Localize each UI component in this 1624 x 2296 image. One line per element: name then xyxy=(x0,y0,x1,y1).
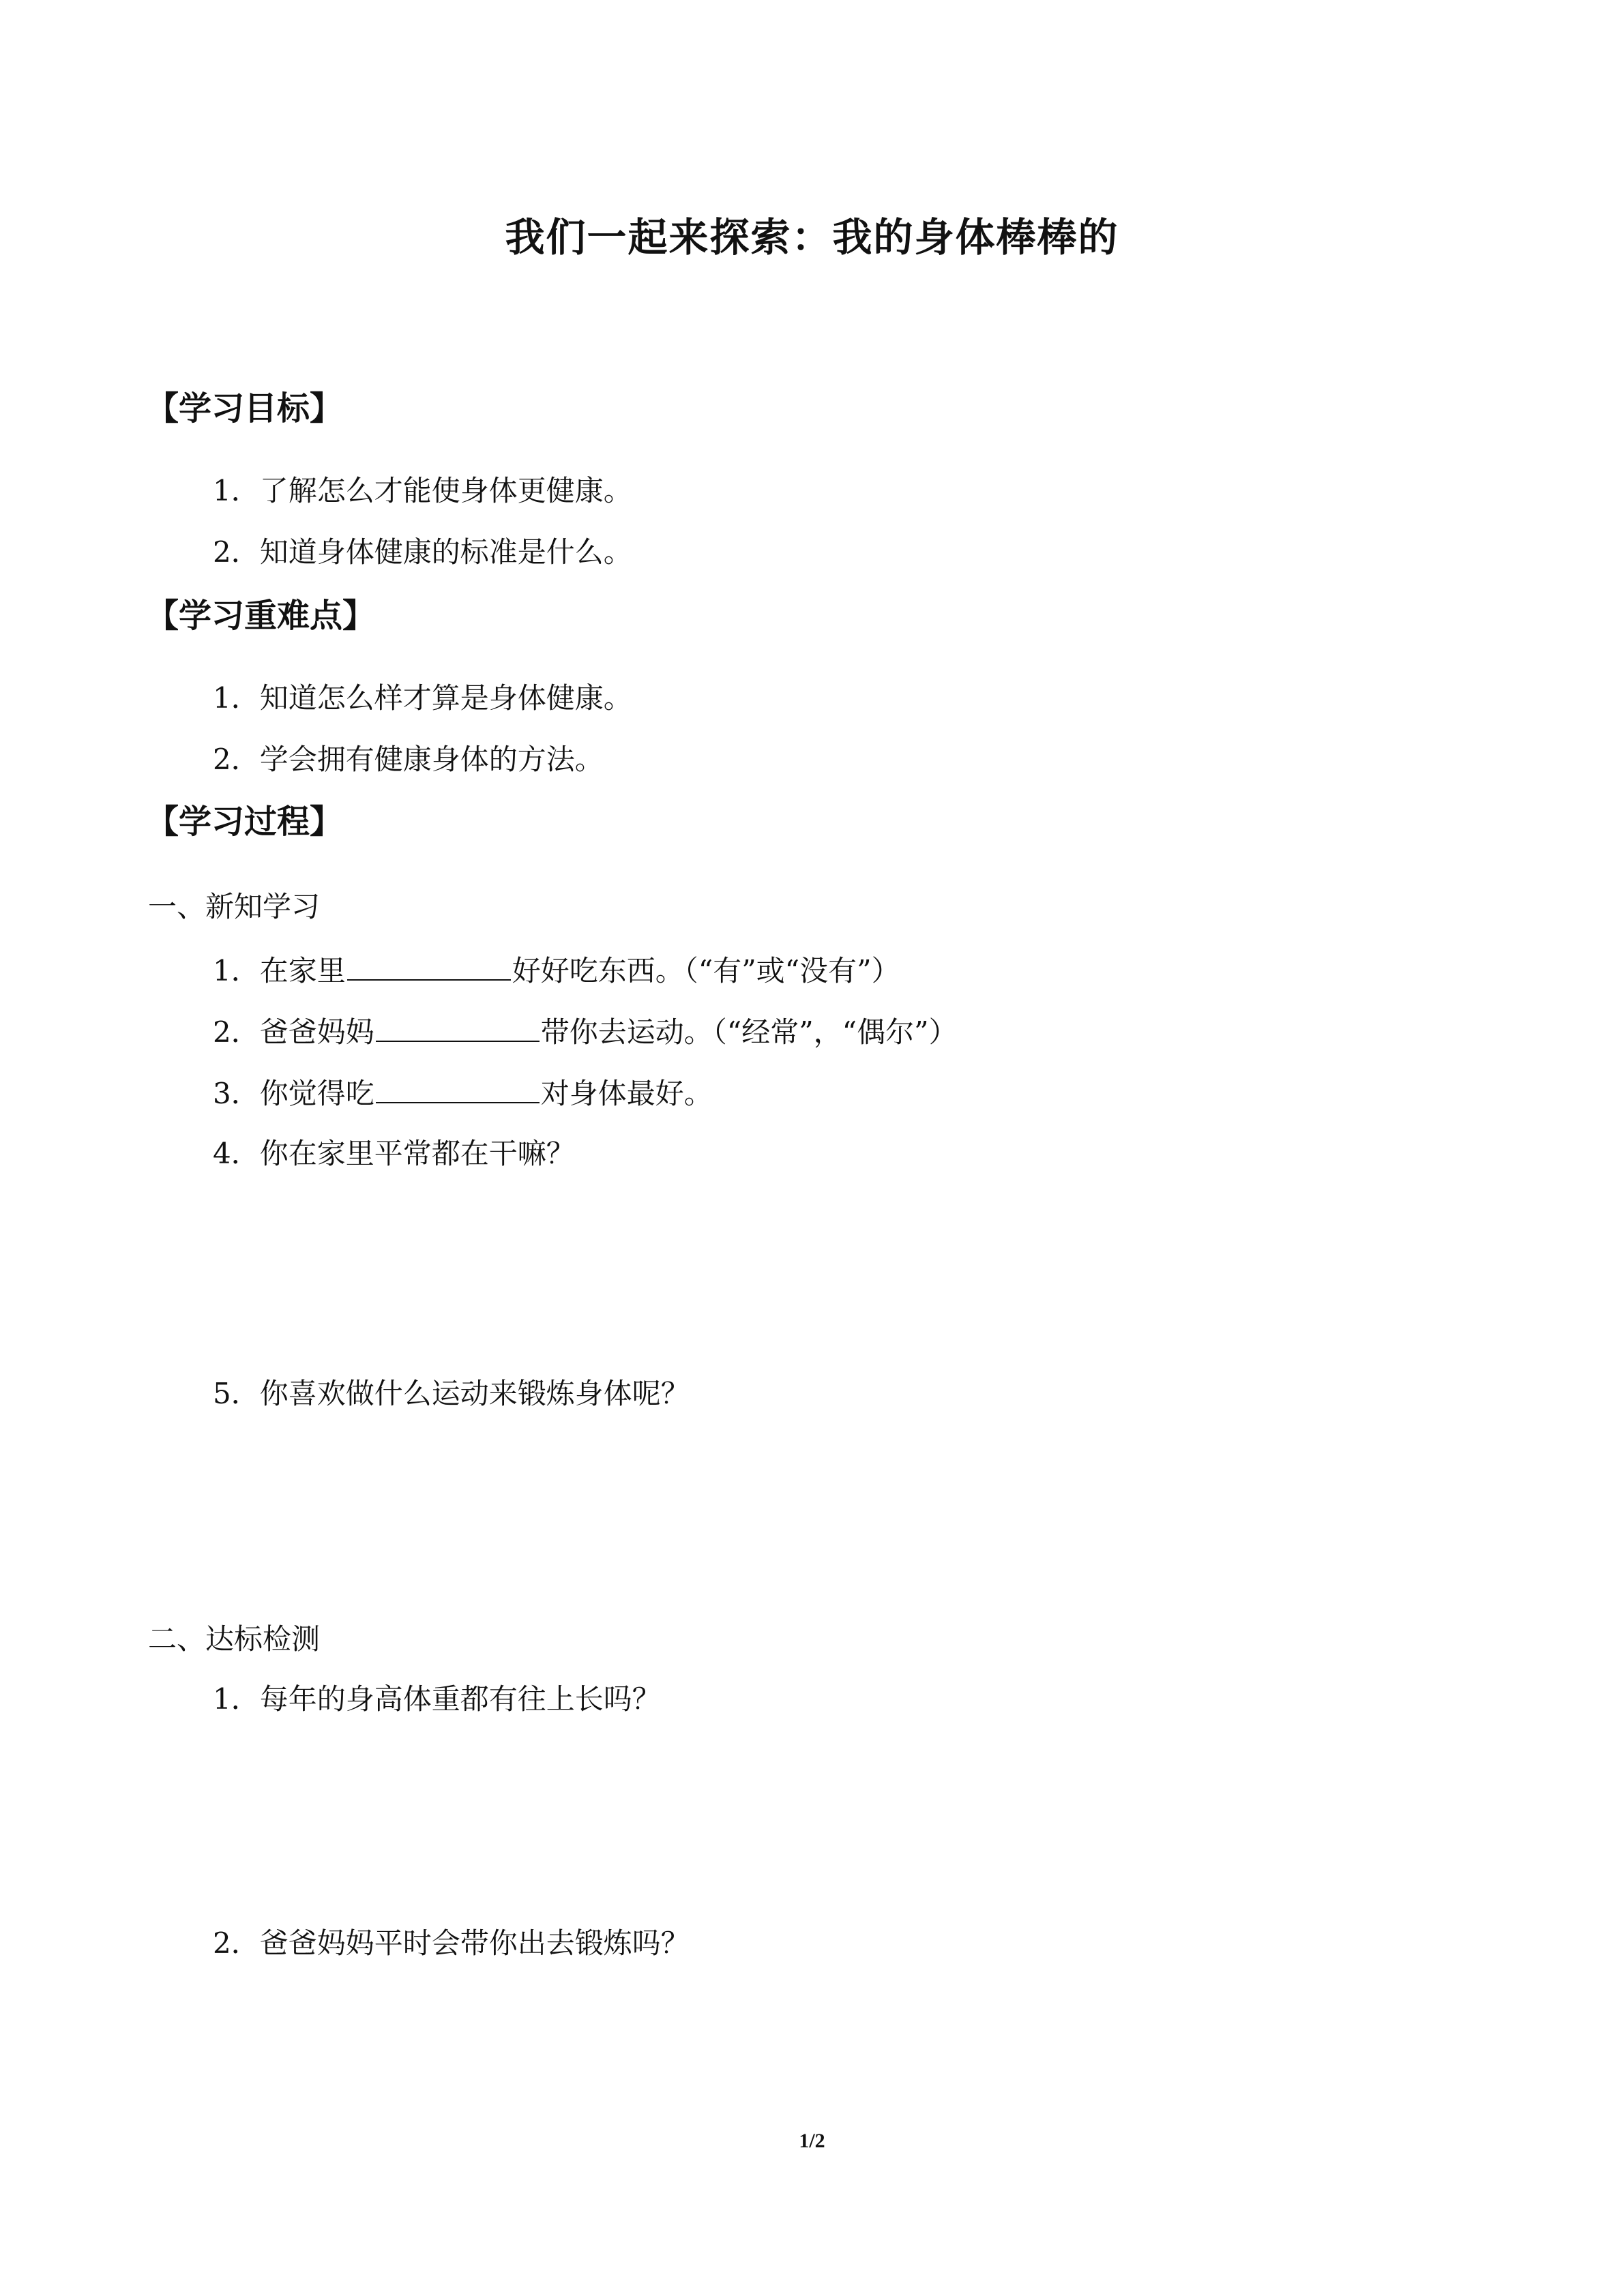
question-3-before: 3．你觉得吃 xyxy=(213,1077,374,1110)
section-heading-goals: 【学习目标】 xyxy=(146,389,343,428)
question-1 xyxy=(213,949,900,992)
check-question-2: 2．爸爸妈妈平时会带你出去锻炼吗？ xyxy=(213,1926,690,1960)
goal-item-1: 1．了解怎么才能使身体更健康。 xyxy=(213,474,632,507)
answer-blank-3[interactable] xyxy=(376,1072,540,1103)
question-3 xyxy=(213,1072,713,1114)
answer-blank-2[interactable] xyxy=(376,1011,540,1042)
answer-blank-1[interactable] xyxy=(347,949,511,981)
goal-item-2: 2．知道身体健康的标准是什么。 xyxy=(213,535,632,569)
question-3-after: 对身体最好。 xyxy=(540,1077,713,1110)
keypoint-item-1: 1．知道怎么样才算是身体健康。 xyxy=(213,681,632,715)
part2-label: 二、达标检测 xyxy=(148,1622,321,1656)
question-2-after: 带你去运动。（“经常”，“偶尔”） xyxy=(540,1015,958,1049)
question-5: 5．你喜欢做什么运动来锻炼身体呢？ xyxy=(213,1377,690,1410)
question-4: 4．你在家里平常都在干嘛？ xyxy=(213,1137,575,1170)
question-1-after: 好好吃东西。（“有”或“没有”） xyxy=(512,954,900,987)
document-title: 我们一起来探索：我的身体棒棒的 xyxy=(505,214,1119,260)
page-number: 1/2 xyxy=(799,2130,825,2152)
check-question-1: 1．每年的身高体重都有往上长吗？ xyxy=(213,1682,661,1716)
question-2 xyxy=(213,1011,958,1053)
part1-label: 一、新知学习 xyxy=(148,890,321,923)
question-1-before: 1．在家里 xyxy=(213,954,346,987)
section-heading-process: 【学习过程】 xyxy=(146,803,343,841)
section-heading-keypoints: 【学习重难点】 xyxy=(146,597,376,635)
question-2-before: 2．爸爸妈妈 xyxy=(213,1015,374,1049)
keypoint-item-2: 2．学会拥有健康身体的方法。 xyxy=(213,743,604,776)
